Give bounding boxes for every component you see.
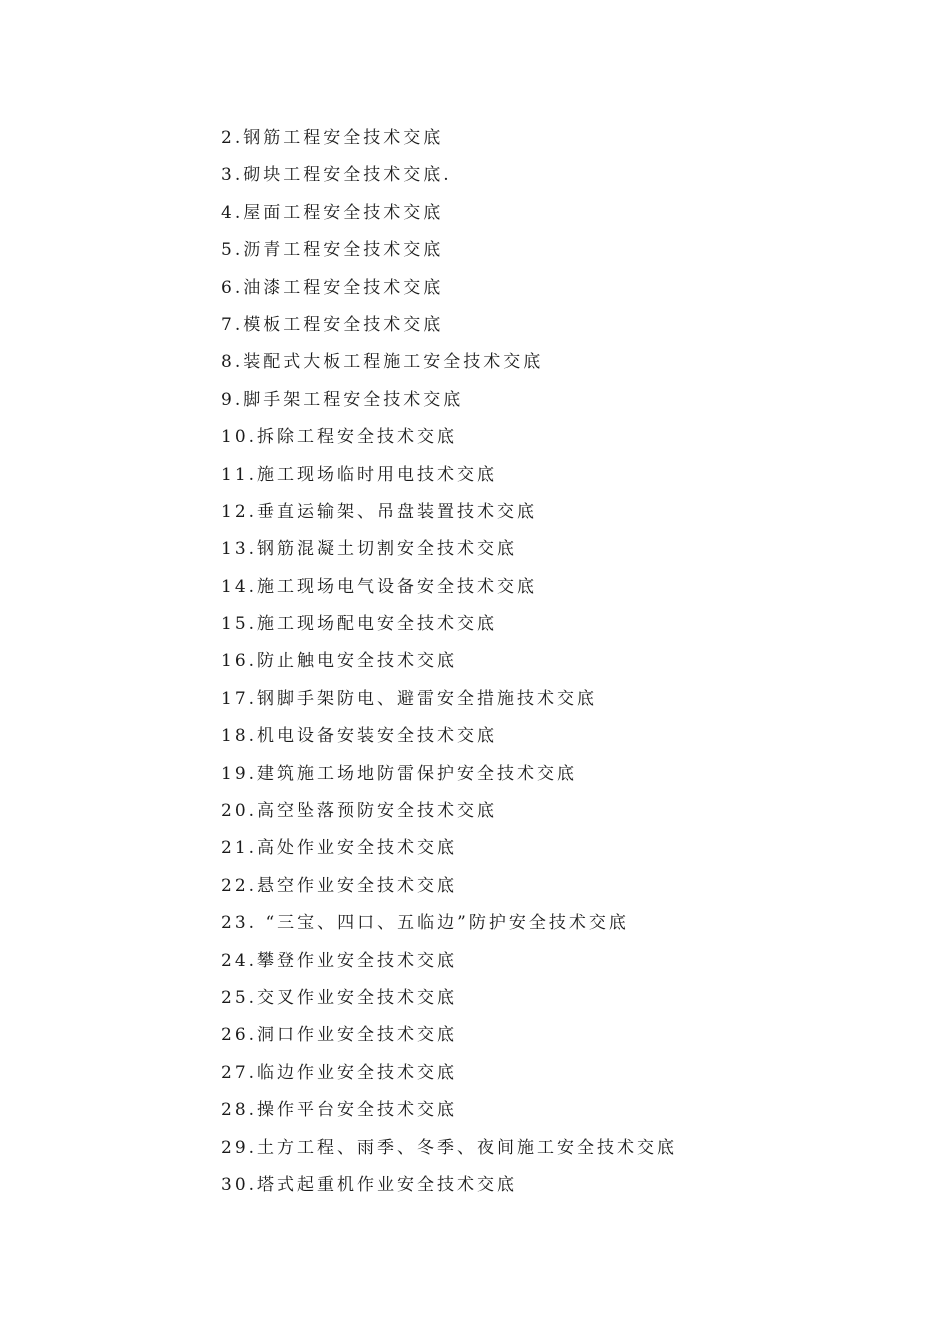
toc-item: 3.砌块工程安全技术交底. [221,165,452,186]
toc-item: 13.钢筋混凝土切割安全技术交底 [221,539,518,560]
toc-item: 22.悬空作业安全技术交底 [221,875,458,896]
toc-item: 11.施工现场临时用电技术交底 [221,464,498,485]
toc-item: 8.装配式大板工程施工安全技术交底 [221,352,544,373]
toc-item: 20.高空坠落预防安全技术交底 [221,801,498,822]
toc-item: 9.脚手架工程安全技术交底 [221,389,464,410]
toc-list [221,120,677,1204]
toc-item: 24.攀登作业安全技术交底 [221,950,458,971]
toc-item: 23. “三宝、四口、五临边”防护安全技术交底 [221,913,629,934]
toc-item: 6.油漆工程安全技术交底 [221,277,444,298]
toc-item: 18.机电设备安装安全技术交底 [221,726,498,747]
toc-item: 28.操作平台安全技术交底 [221,1100,458,1121]
toc-item: 15.施工现场配电安全技术交底 [221,614,498,635]
toc-item: 7.模板工程安全技术交底 [221,314,444,335]
toc-item: 26.洞口作业安全技术交底 [221,1025,458,1046]
toc-item: 14.施工现场电气设备安全技术交底 [221,576,538,597]
toc-item: 27.临边作业安全技术交底 [221,1062,458,1083]
toc-item: 19.建筑施工场地防雷保护安全技术交底 [221,763,578,784]
toc-item: 4.屋面工程安全技术交底 [221,202,444,223]
toc-item: 16.防止触电安全技术交底 [221,651,458,672]
toc-item: 25.交叉作业安全技术交底 [221,987,458,1008]
toc-item: 17.钢脚手架防电、避雷安全措施技术交底 [221,688,598,709]
toc-item: 30.塔式起重机作业安全技术交底 [221,1174,518,1195]
toc-item: 12.垂直运输架、吊盘装置技术交底 [221,501,538,522]
toc-item: 5.沥青工程安全技术交底 [221,240,444,261]
toc-item: 29.土方工程、雨季、冬季、夜间施工安全技术交底 [221,1137,678,1158]
toc-item: 21.高处作业安全技术交底 [221,838,458,859]
toc-item: 2.钢筋工程安全技术交底 [221,128,444,148]
toc-item: 10.拆除工程安全技术交底 [221,427,458,448]
